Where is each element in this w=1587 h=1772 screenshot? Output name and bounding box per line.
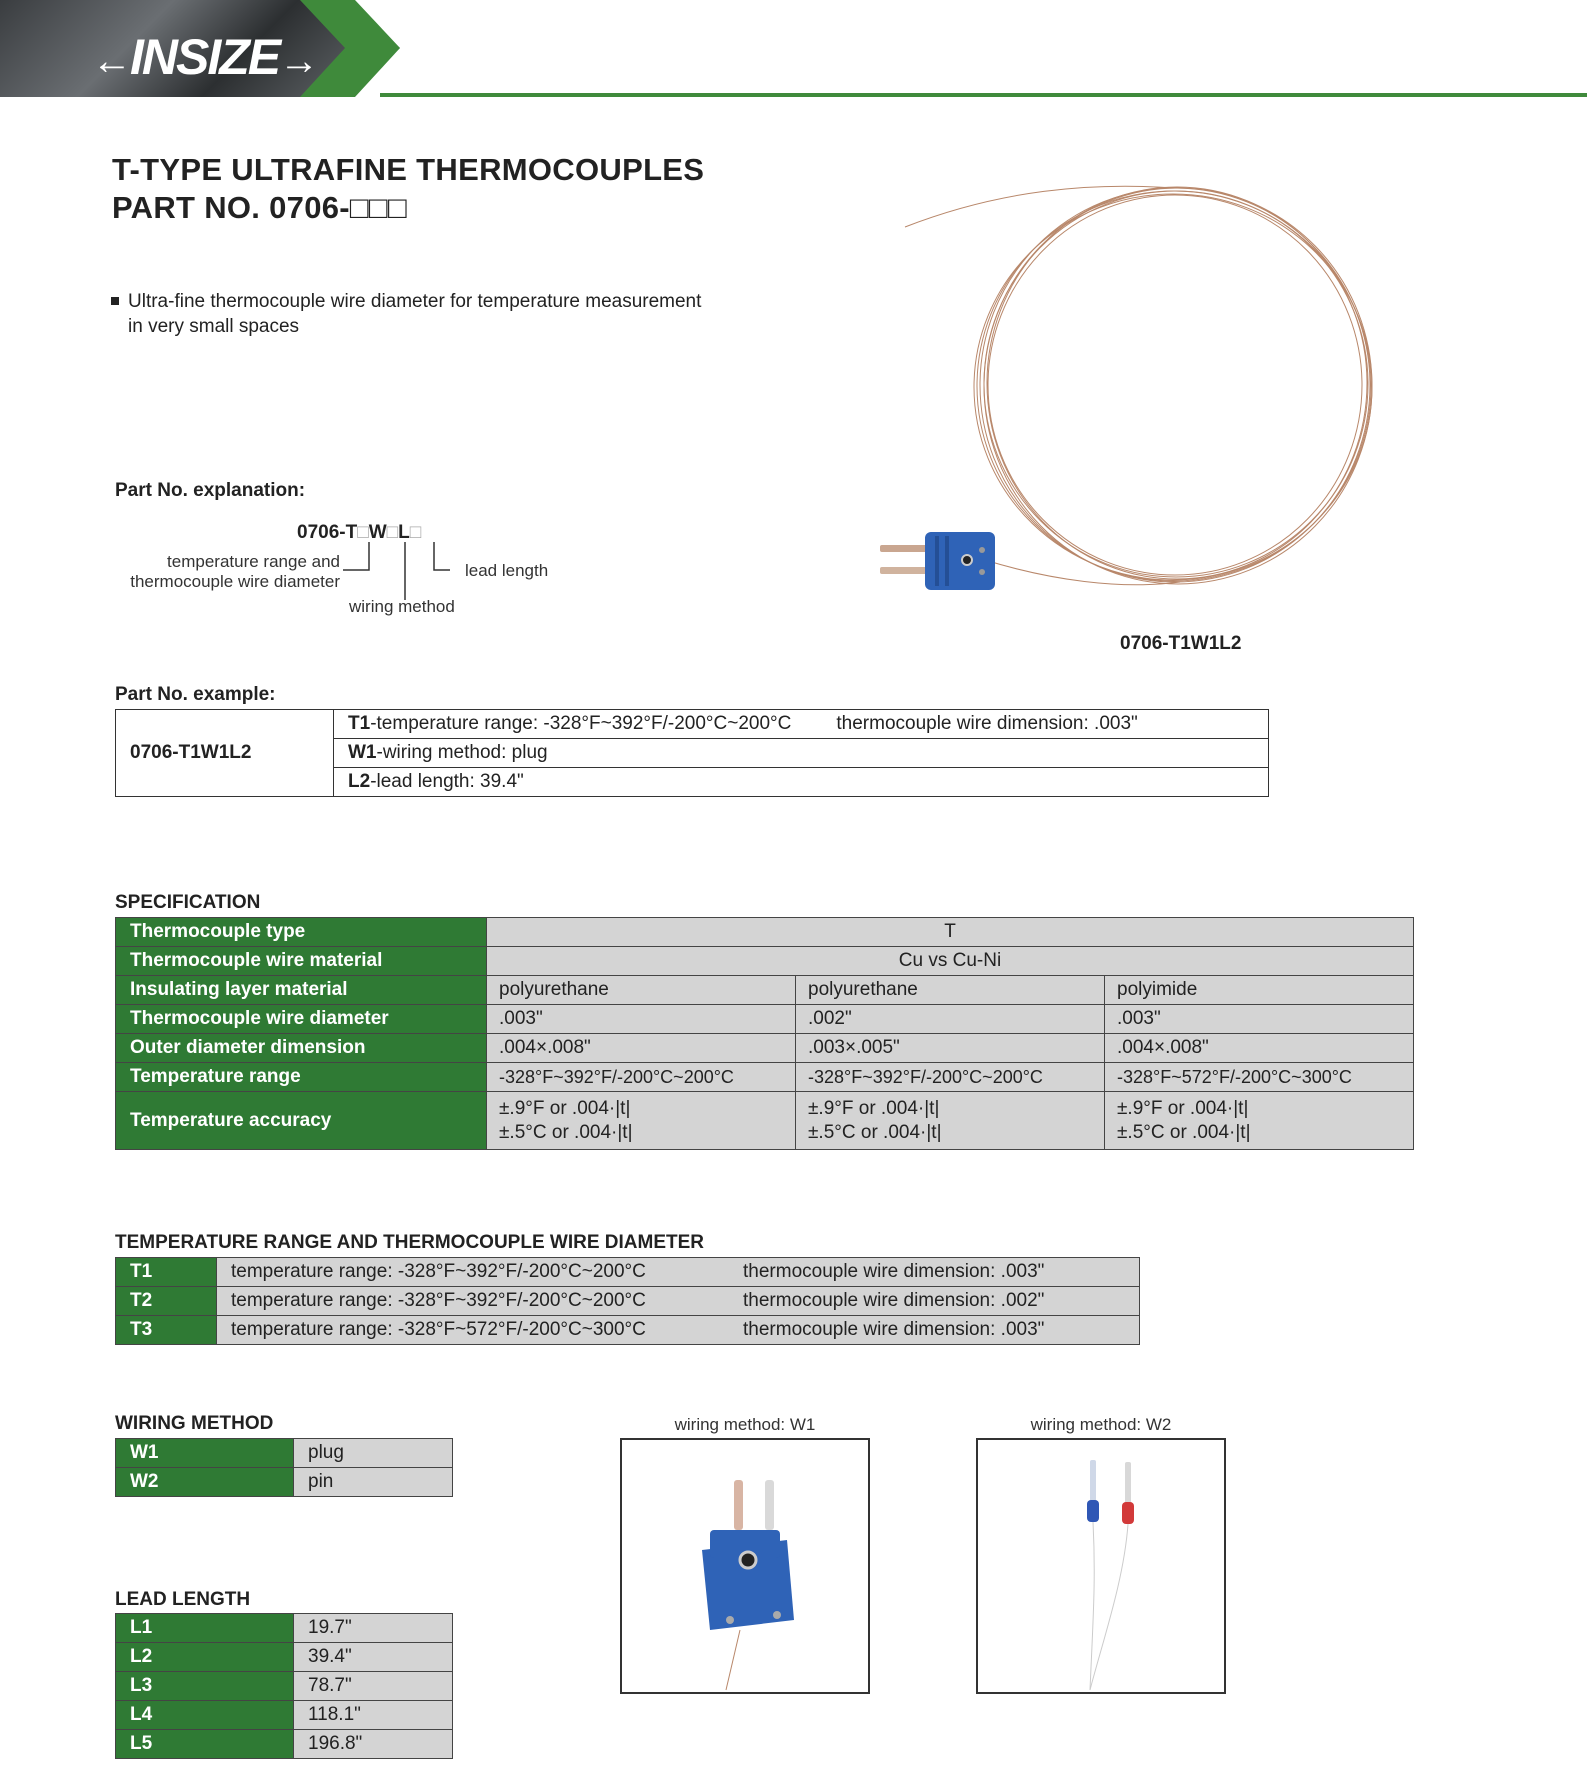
temp-range-row <box>116 1316 1140 1345</box>
feature-line1: Ultra-fine thermocouple wire diameter for temperature measurement <box>128 291 702 312</box>
wiring-heading: WIRING METHOD <box>115 1413 274 1434</box>
spec-value: -328°F~572°F/-200°C~300°C <box>1105 1063 1414 1092</box>
example-row <box>116 710 1269 739</box>
page-title-line1: T-TYPE ULTRAFINE THERMOCOUPLES <box>112 152 705 187</box>
temp-range-value: temperature range: -328°F~392°F/-200°C~200°C thermocouple wire dimension: .002" <box>217 1287 1140 1316</box>
spec-row <box>116 1063 1414 1092</box>
header-rule <box>380 93 1587 97</box>
temp-range-row <box>116 1287 1140 1316</box>
product-image-caption: 0706-T1W1L2 <box>1120 633 1242 654</box>
explanation-wiring-label: wiring method <box>349 597 455 616</box>
wiring-table <box>115 1438 453 1497</box>
wiring-row <box>116 1439 453 1468</box>
temp-range-code: T3 <box>116 1316 217 1345</box>
wiring-w1-caption: wiring method: W1 <box>674 1415 816 1434</box>
lead-value: 19.7" <box>294 1614 453 1643</box>
wiring-w2-figure <box>976 1438 1226 1694</box>
lead-code: L5 <box>116 1730 294 1759</box>
temp-range-heading: TEMPERATURE RANGE AND THERMOCOUPLE WIRE DIAMETER <box>115 1232 704 1253</box>
wiring-code: W1 <box>116 1439 294 1468</box>
spec-value: polyimide <box>1105 976 1414 1005</box>
feature-line2: in very small spaces <box>128 316 300 337</box>
lead-row <box>116 1672 453 1701</box>
wiring-value: pin <box>294 1468 453 1497</box>
lead-code: L2 <box>116 1643 294 1672</box>
lead-value: 39.4" <box>294 1643 453 1672</box>
specification-heading: SPECIFICATION <box>115 892 261 913</box>
spec-label: Temperature accuracy <box>116 1092 487 1150</box>
example-part-cell: 0706-T1W1L2 <box>116 710 334 797</box>
example-cell: W1-wiring method: plug <box>334 739 1269 768</box>
spec-row <box>116 918 1414 947</box>
explanation-code: 0706-T□W□L□ <box>297 522 422 543</box>
bullet-square-icon <box>111 297 119 305</box>
temp-range-value: temperature range: -328°F~572°F/-200°C~300°C thermocouple wire dimension: .003" <box>217 1316 1140 1345</box>
spec-value: .003" <box>1105 1005 1414 1034</box>
lead-code: L4 <box>116 1701 294 1730</box>
wiring-row <box>116 1468 453 1497</box>
spec-value: polyurethane <box>796 976 1105 1005</box>
wiring-value: plug <box>294 1439 453 1468</box>
insize-logo: ←INSIZE→ <box>92 29 318 85</box>
temp-range-code: T2 <box>116 1287 217 1316</box>
spec-value: ±.9°F or .004·|t| ±.5°C or .004·|t| <box>1105 1092 1414 1150</box>
specification-table <box>115 917 1414 1150</box>
spec-value: Cu vs Cu-Ni <box>487 947 1414 976</box>
example-heading: Part No. example: <box>115 684 276 705</box>
spec-value: -328°F~392°F/-200°C~200°C <box>487 1063 796 1092</box>
lead-value: 118.1" <box>294 1701 453 1730</box>
header-banner <box>0 0 1587 100</box>
spec-row <box>116 1005 1414 1034</box>
temp-range-code: T1 <box>116 1258 217 1287</box>
plug-connector-image <box>622 1440 868 1692</box>
temp-range-table <box>115 1257 1140 1345</box>
spec-value: ±.9°F or .004·|t| ±.5°C or .004·|t| <box>487 1092 796 1150</box>
lead-value: 78.7" <box>294 1672 453 1701</box>
thermocouple-product-image <box>870 170 1390 610</box>
explanation-lead-label: lead length <box>465 561 549 580</box>
spec-value: .004×.008" <box>487 1034 796 1063</box>
spec-label: Thermocouple type <box>116 918 487 947</box>
spec-row <box>116 1092 1414 1150</box>
wiring-w1-figure <box>620 1438 870 1694</box>
explanation-temp-label-1: temperature range and <box>167 552 340 571</box>
spec-row <box>116 947 1414 976</box>
page-title-line2: PART NO. 0706-□□□ <box>112 190 407 225</box>
spec-value: polyurethane <box>487 976 796 1005</box>
lead-code: L3 <box>116 1672 294 1701</box>
spec-value: -328°F~392°F/-200°C~200°C <box>796 1063 1105 1092</box>
spec-value: .004×.008" <box>1105 1034 1414 1063</box>
lead-code: L1 <box>116 1614 294 1643</box>
example-cell: L2-lead length: 39.4" <box>334 768 1269 797</box>
temp-range-row <box>116 1258 1140 1287</box>
spec-label: Thermocouple wire diameter <box>116 1005 487 1034</box>
wiring-code: W2 <box>116 1468 294 1497</box>
lead-row <box>116 1643 453 1672</box>
spec-label: Temperature range <box>116 1063 487 1092</box>
explanation-temp-label-2: thermocouple wire diameter <box>130 572 340 591</box>
temp-range-value: temperature range: -328°F~392°F/-200°C~200°C thermocouple wire dimension: .003" <box>217 1258 1140 1287</box>
spec-value: .002" <box>796 1005 1105 1034</box>
explanation-heading: Part No. explanation: <box>115 480 306 501</box>
pin-terminals-image <box>978 1440 1224 1692</box>
lead-row <box>116 1730 453 1759</box>
lead-value: 196.8" <box>294 1730 453 1759</box>
spec-value: .003" <box>487 1005 796 1034</box>
spec-value: T <box>487 918 1414 947</box>
spec-row <box>116 976 1414 1005</box>
lead-row <box>116 1701 453 1730</box>
lead-heading: LEAD LENGTH <box>115 1589 251 1610</box>
spec-value: ±.9°F or .004·|t| ±.5°C or .004·|t| <box>796 1092 1105 1150</box>
spec-label: Insulating layer material <box>116 976 487 1005</box>
example-table <box>115 709 1269 797</box>
lead-table <box>115 1613 453 1759</box>
spec-value: .003×.005" <box>796 1034 1105 1063</box>
spec-row <box>116 1034 1414 1063</box>
lead-row <box>116 1614 453 1643</box>
example-cell: T1-temperature range: -328°F~392°F/-200°C~200°C thermocouple wire dimension: .003" <box>334 710 1269 739</box>
spec-label: Outer diameter dimension <box>116 1034 487 1063</box>
spec-label: Thermocouple wire material <box>116 947 487 976</box>
wiring-w2-caption: wiring method: W2 <box>1030 1415 1172 1434</box>
